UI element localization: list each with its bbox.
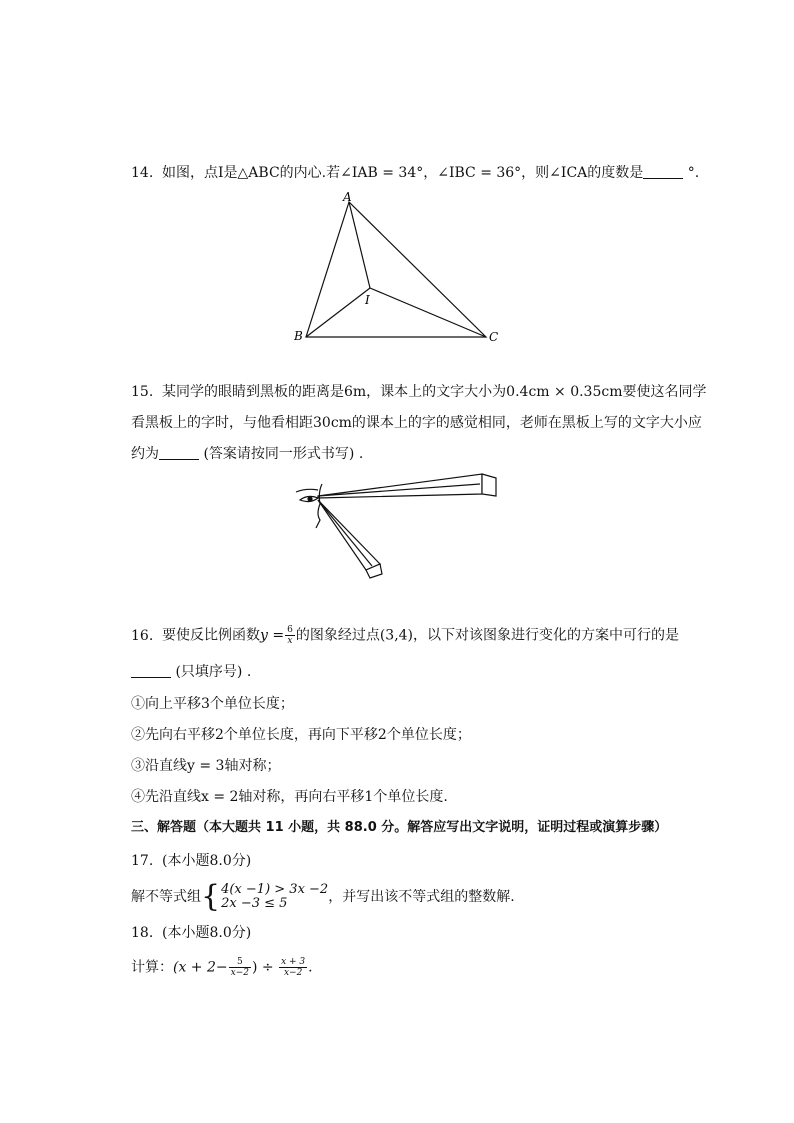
q16-option-4: ④先沿直线x = 2轴对称，再向右平移1个单位长度.: [131, 789, 448, 805]
q18-header: [131, 923, 251, 943]
blackboard-letter: [482, 474, 496, 496]
eye-face-outline: [316, 484, 322, 528]
q15-text-line3-prefix: 约为: [131, 446, 159, 462]
q15-answer-blank[interactable]: [159, 446, 199, 460]
inequality-system: [201, 879, 329, 914]
q16-frac-den: x: [287, 636, 293, 646]
segment-ci: [370, 288, 486, 337]
q16-option-2: ②先向右平移2个单位长度，再向下平移2个单位长度；: [131, 727, 471, 743]
q17-header: [131, 851, 251, 871]
eye-pupil: [308, 497, 312, 501]
q15-line2: [131, 413, 702, 433]
q16-line2-suffix: (只填序号) .: [175, 664, 252, 680]
short-beam-edge: [318, 500, 372, 566]
q17-prefix: 解不等式组: [131, 889, 201, 905]
q18-expr-mid: ) ÷: [251, 959, 274, 976]
q16-fraction: [285, 625, 295, 646]
section-3-title: 三、解答题（本大题共 11 小题，共 88.0 分。解答应写出文字说明，证明过程或演算步骤）: [131, 820, 668, 835]
book-letter: [366, 564, 382, 578]
segment-bi: [306, 288, 370, 337]
q14-answer-blank[interactable]: [643, 165, 683, 179]
q18-fraction-1: [229, 957, 251, 978]
q18-f1-num: 5: [229, 957, 251, 968]
q18-fraction-2: [279, 957, 307, 978]
segment-ai: [349, 202, 370, 288]
q16-option-3: ③沿直线y = 3轴对称；: [131, 758, 281, 774]
q16-frac-num: 6: [287, 625, 293, 635]
inequality-1: 4(x −1) > 3x −2: [221, 882, 329, 897]
label-a: A: [343, 190, 352, 204]
q14-text: 如图，点I是△ABC的内心.若∠IAB = 34°，∠IBC = 36°，则∠ICA的度数是: [162, 165, 644, 181]
q15-line1: [131, 382, 706, 402]
label-c: C: [489, 330, 499, 344]
q16-line1: [131, 625, 679, 646]
q15-text-line1: 某同学的眼睛到黑板的距离是6m，课本上的文字大小为0.4cm × 0.35cm要使这名同学: [162, 384, 707, 400]
left-brace: {: [201, 879, 221, 914]
q16-line2: [131, 662, 251, 682]
q16-answer-blank[interactable]: [131, 664, 171, 678]
q18-expr-end: .: [308, 959, 313, 976]
q18-body: [131, 957, 313, 978]
q15-line3: [131, 444, 363, 464]
q18-expr-open: (x + 2−: [173, 959, 228, 976]
inequality-2: 2x −3 ≤ 5: [221, 896, 288, 911]
eye-brow: [296, 489, 318, 492]
q17-body: [131, 879, 515, 914]
q18-number: 18.: [131, 925, 154, 941]
q16-func-lhs: y =: [260, 627, 285, 644]
q14-suffix: °.: [687, 165, 700, 181]
triangle-figure: [290, 190, 510, 350]
q18-f2-num: x + 3: [281, 957, 306, 967]
q18-score: (本小题8.0分): [162, 925, 252, 941]
q18-prefix: 计算：: [131, 959, 173, 976]
label-b: B: [294, 329, 303, 343]
eye-blackboard-figure: [292, 470, 504, 582]
label-i: I: [365, 293, 370, 307]
q15-number: 15.: [131, 384, 154, 400]
q16-option-1: ①向上平移3个单位长度；: [131, 696, 294, 712]
q14-line: [131, 163, 699, 183]
q16-prefix: 要使反比例函数: [162, 627, 260, 644]
q16-suffix: 的图象经过点(3,4)，以下对该图象进行变化的方案中可行的是: [295, 627, 680, 644]
q14-number: 14.: [131, 165, 154, 181]
q15-text-line3-suffix: (答案请按同一形式书写) .: [203, 446, 364, 462]
q18-f1-den: x−2: [230, 968, 249, 978]
q17-number: 17.: [131, 853, 154, 869]
q15-text-line2: 看黑板上的字时，与他看相距30cm的课本上的字的感觉相同，老师在黑板上写的文字大小应: [131, 415, 702, 431]
q17-suffix: ，并写出该不等式组的整数解.: [328, 889, 515, 905]
q18-f2-den: x−2: [283, 968, 303, 978]
q17-score: (本小题8.0分): [162, 853, 252, 869]
q16-number: 16.: [131, 627, 154, 644]
